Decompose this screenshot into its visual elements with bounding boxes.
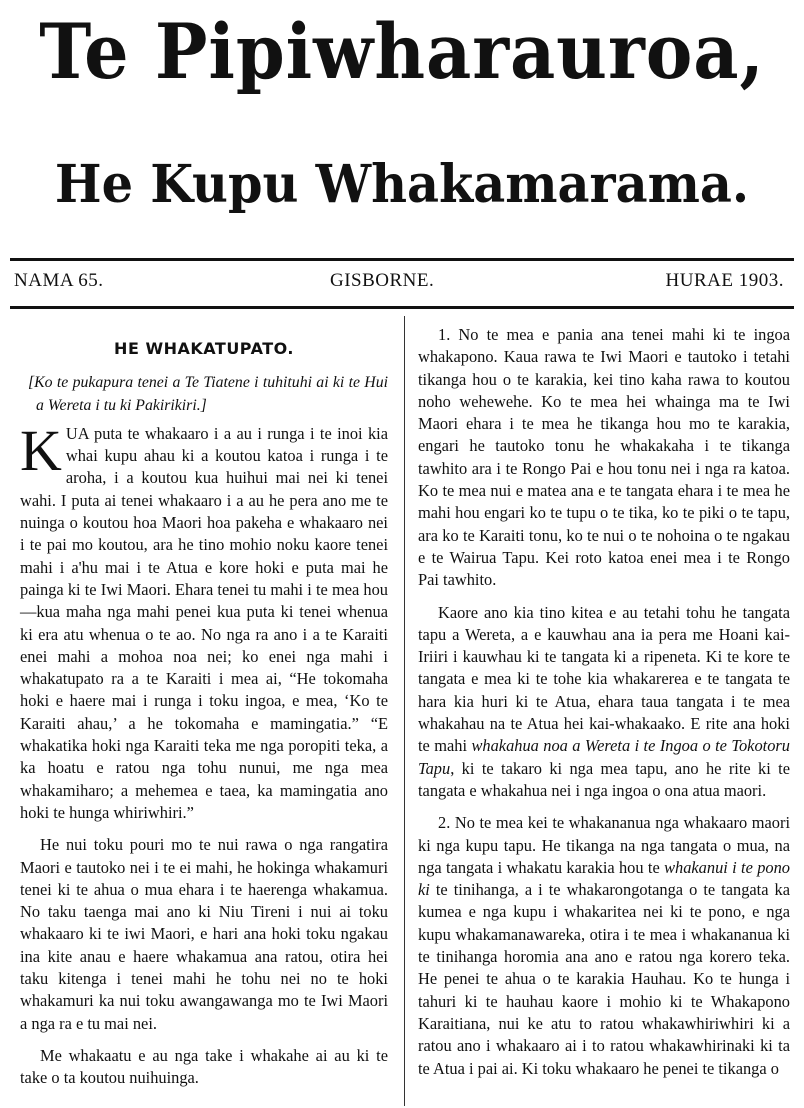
point-2-text-b: te tinihanga, a i te whakarongotanga o te tangata ka kumea e nga kupu i whakaritea nei ki te pono, e nga kupu whakamanawareka, otira i te mea i whakananua ki te tinihanga horomia ana ano e ratou nga korero teka. He penei te ahua o te karakia Hauhau. Ko te hunga i tahuri ki te hauhau kaore i mohio ki te Whakapono Karaitiana, nui ke atu to ratou whakawhiriwhiri ki a ratou ano i whakaaro ai i to ratou whakawhirinaki ki ta te Atua i pai ai. Ki toku whakaaro he penei te tikanga o bbox=[418, 880, 790, 1078]
issue-place: GISBORNE. bbox=[330, 270, 435, 291]
left-column bbox=[20, 322, 388, 1100]
newspaper-subtitle: He Kupu Whakamarama. bbox=[54, 154, 750, 215]
point-2-italic: whakanui i te pono ki bbox=[418, 857, 790, 900]
issue-number: NAMA 65. bbox=[14, 270, 104, 291]
continuation-text-b: , ki te takaro ki nga mea tapu, ano he rite ki te tangata e whakahua nei i nga ingoa o ona atua maori. bbox=[418, 758, 790, 800]
paragraph-1-text: UA puta te whakaaro i a au i runga i te inoi kia whai kupu ahau ki a koutou katoa i runga i te aroha, i a koutou kua huihui mai nei ki tenei wahi. I puta ai tenei whakaaro i a au he pera ano me te nuinga o koutou hoa Maori hoa pakeha e whakaaro nei i te pai mo koutou, ara he tino mohio noku kaore tenei mahi i a'hu mai i te Atua e kore hoki e puta mai he painga ki te Iwi Maori. Ehara tenei tu mahi i te mea hou—kua maha nga mahi penei kua puta ki tenei whenua ki era atu whenua o te ao. No nga ra ano i a te Karaiti enei mahi a mohoa noa nei; ko enei nga mahi i whakatupato ra a te Karaiti i mea ai, “He tokomaha hoki e haere mai i runga i toku ingoa, e mea, ‘Ko te Karaiti ahau,’ a he tokomaha e mamingatia.” “E whakatika hoki nga Karaiti teka me nga poropiti teka, a ka hoatu e ratou nga tohu nunui, me nga mea whakamiharo; a mehemea e taea, ka mamingatia ano hoki te hunga whiriwhiri.” bbox=[20, 423, 388, 822]
article-paragraph-1 bbox=[20, 417, 388, 824]
article-note: [Ko te pukapura tenei a Te Tiatene i tuhituhi ai ki te Hui a Wereta i tu ki Pakirikiri.] bbox=[28, 374, 388, 414]
point-2-paragraph bbox=[418, 812, 790, 1080]
article-heading: HE WHAKATUPATO. bbox=[114, 339, 294, 358]
point-2-text-a: 2. No te mea kei te whakananua nga whakaaro maori ki nga kupu tapu. He tikanga na nga tangata o mua, na nga tangata i whakatu karakia hou te bbox=[418, 813, 790, 877]
masthead-rule-top bbox=[10, 258, 794, 261]
masthead-rule-bottom bbox=[10, 306, 794, 309]
issue-info-row bbox=[10, 268, 794, 300]
issue-date: HURAE 1903. bbox=[665, 270, 784, 291]
point-1-paragraph: 1. No te mea e pania ana tenei mahi ki te ingoa whakapono. Kaua rawa te Iwi Maori e tautoko i tetahi tikanga hou o te karakia, kei tino kaha rawa to koutou noho wehewehe. Ko te mea hei whainga ma te Iwi Maori ehara i te mea he tikanga hou mo te karakia, engari he tautoko tonu he whakakaha i te tikanga tawhito ara i te Rongo Pai e hou tonu nei i nga ra katoa. Ko te mea nui e matea ana e te tangata ehara i te mea he mahi hou engari ko te tupu o te tika, ko te piki o te tapu, ara ko te Karaiti tonu, ko te nui o te nohoina o te ngakau e te Wairua Tapu. Kei roto katoa enei mea i te Rongo Pai tawhito. bbox=[418, 325, 790, 590]
continuation-italic: whakahua noa a Wereta i te Ingoa o te Tokotoru Tapu bbox=[418, 736, 790, 778]
right-column bbox=[418, 324, 790, 1090]
drop-cap: K bbox=[20, 417, 62, 483]
article-paragraph-2: He nui toku pouri mo te nui rawa o nga rangatira Maori e tautoko nei i te ei mahi, he hokinga whakamuri tenei ki te ahua o mua ehara i te haerenga whakamua. No taku taenga mai ano ki Niu Tireni i nui ai toku whakaaro ki te iwi Maori, e hari ana hoki toku ngakau ina kite anau e haere whakamua ana ratou, otira hei taku kitenga i tenei mahi he tohu nei no te hoki whakamuri ka nui toku awangawanga mo te Iwi Maori a nga ra e tu mai nei. bbox=[20, 835, 388, 1033]
article-paragraph-3: Me whakaatu e au nga take i whakahe ai au ki te take o ta koutou nuihuinga. bbox=[20, 1045, 388, 1088]
column-divider bbox=[404, 316, 405, 1106]
continuation-text-a: Kaore ano kia tino kitea e au tetahi tohu he tangata tapu a Wereta, a e kauwhau ana ia pera me Hoani kai-Iriiri i kauwhau ki te tangata ki a ripeneta. Ki te kore te tangata e mea ki te tohe kia whakarerea e te tangata te hara kia huri ki te Atua, ehara taua tangata i te mea whakahau na te Atua hei kai-whakaako. E rite ana hoki te mahi bbox=[418, 602, 790, 756]
newspaper-title: Te Pipiwharauroa, bbox=[39, 7, 765, 96]
point-1-continuation bbox=[418, 602, 790, 803]
